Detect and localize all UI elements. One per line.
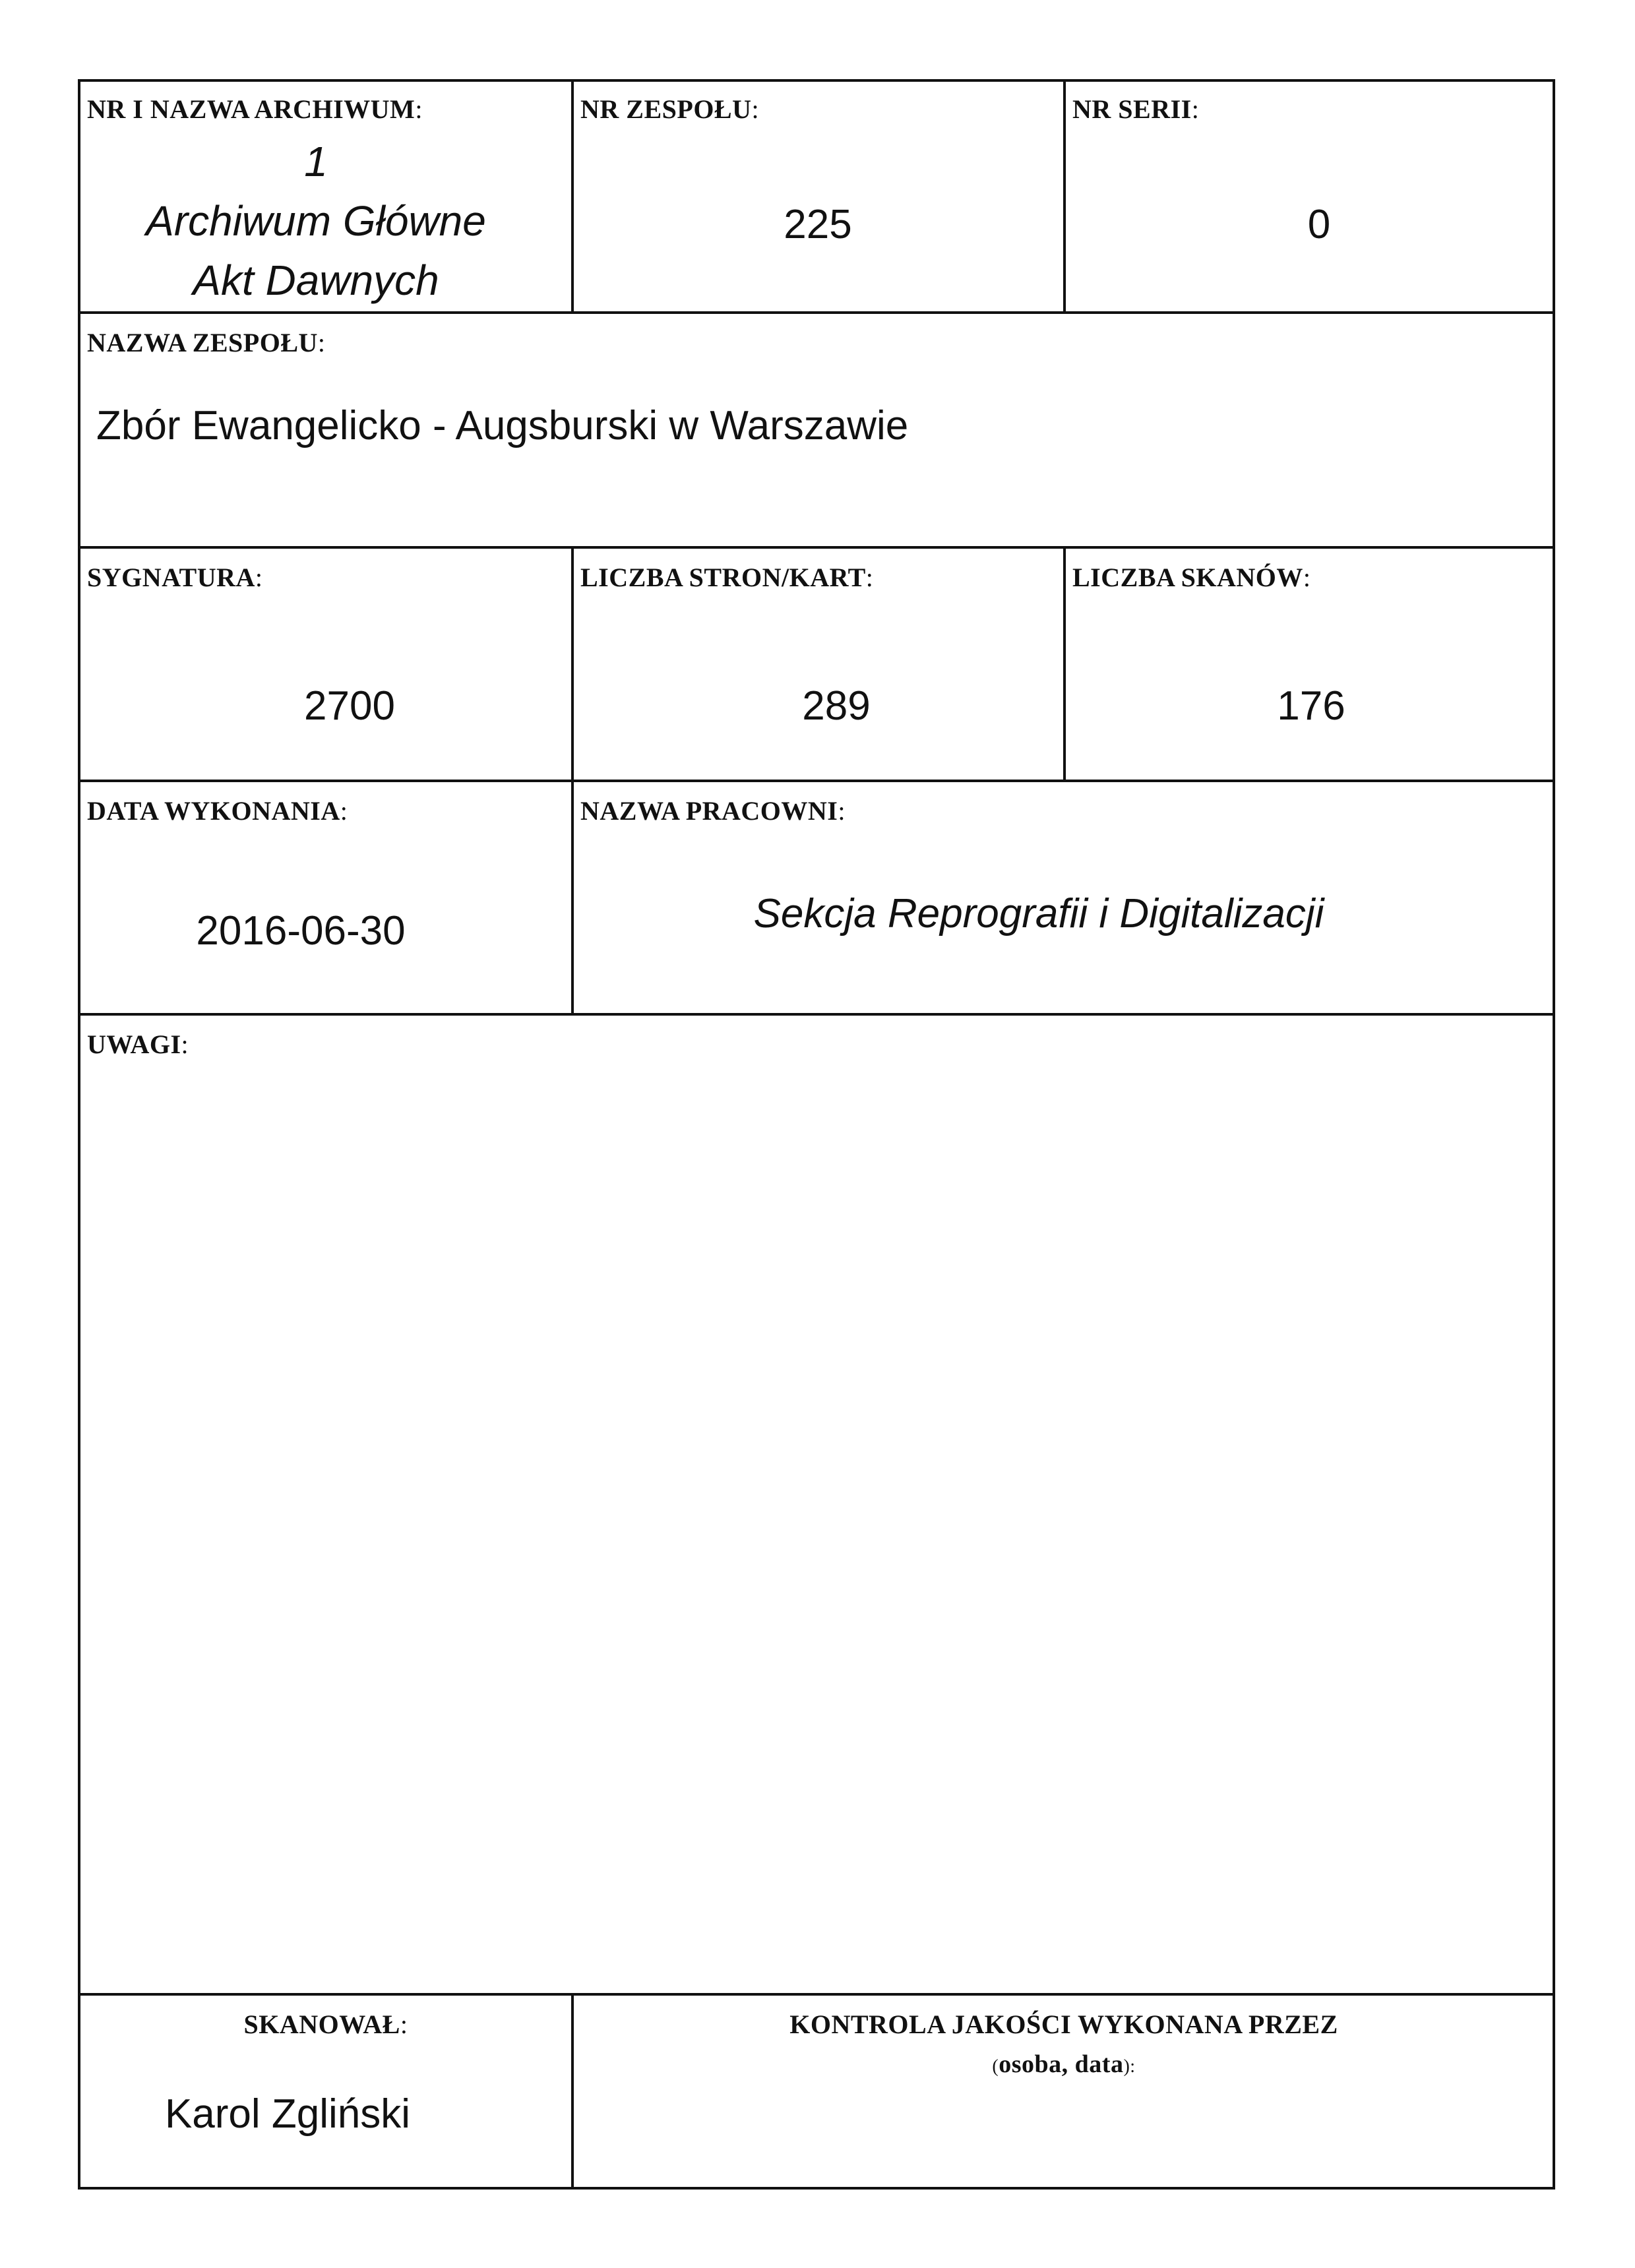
series-number-value: 0 (1307, 202, 1331, 247)
quality-control-sublabel: (osoba, data): (992, 2050, 1136, 2078)
quality-control-label: KONTROLA JAKOŚCI WYKONANA PRZEZ (789, 2009, 1338, 2039)
archive-name-line1: Archiwum Główne (146, 197, 486, 245)
series-number-label: NR SERII: (1072, 94, 1200, 124)
workshop-value: Sekcja Reprografii i Digitalizacji (753, 891, 1324, 936)
row-divider (78, 1993, 1555, 1996)
signature-value: 2700 (304, 683, 395, 729)
scanned-by-value: Karol Zgliński (164, 2091, 411, 2137)
row-divider (78, 311, 1555, 314)
page-count-label: LICZBA STRON/KART: (580, 563, 874, 592)
archive-name-line2: Akt Dawnych (193, 257, 439, 304)
column-divider (571, 79, 574, 313)
fond-name-label: NAZWA ZESPOŁU: (87, 328, 326, 357)
workshop-label: NAZWA PRACOWNI: (580, 796, 846, 826)
remarks-area (87, 1068, 1538, 1978)
column-divider (1063, 546, 1066, 780)
fond-number-label: NR ZESPOŁU: (580, 94, 760, 124)
column-divider (571, 1993, 574, 2190)
page-count-value: 289 (802, 683, 871, 729)
row-divider (78, 546, 1555, 549)
scan-count-value: 176 (1277, 683, 1345, 729)
fond-name-value: Zbór Ewangelicko - Augsburski w Warszawie (96, 403, 909, 448)
fond-number-value: 225 (784, 202, 852, 247)
date-value: 2016-06-30 (196, 908, 406, 954)
archive-number: 1 (304, 138, 328, 185)
scanned-by-label: SKANOWAŁ: (243, 2009, 408, 2039)
row-divider (78, 780, 1555, 782)
row-divider (78, 1013, 1555, 1016)
signature-label: SYGNATURA: (87, 563, 263, 592)
date-label: DATA WYKONANIA: (87, 796, 348, 826)
column-divider (571, 546, 574, 1013)
column-divider (1063, 79, 1066, 313)
archive-value (82, 132, 550, 310)
remarks-label: UWAGI: (87, 1029, 189, 1059)
archive-label: NR I NAZWA ARCHIWUM: (87, 94, 423, 124)
scan-count-label: LICZBA SKANÓW: (1072, 563, 1311, 592)
